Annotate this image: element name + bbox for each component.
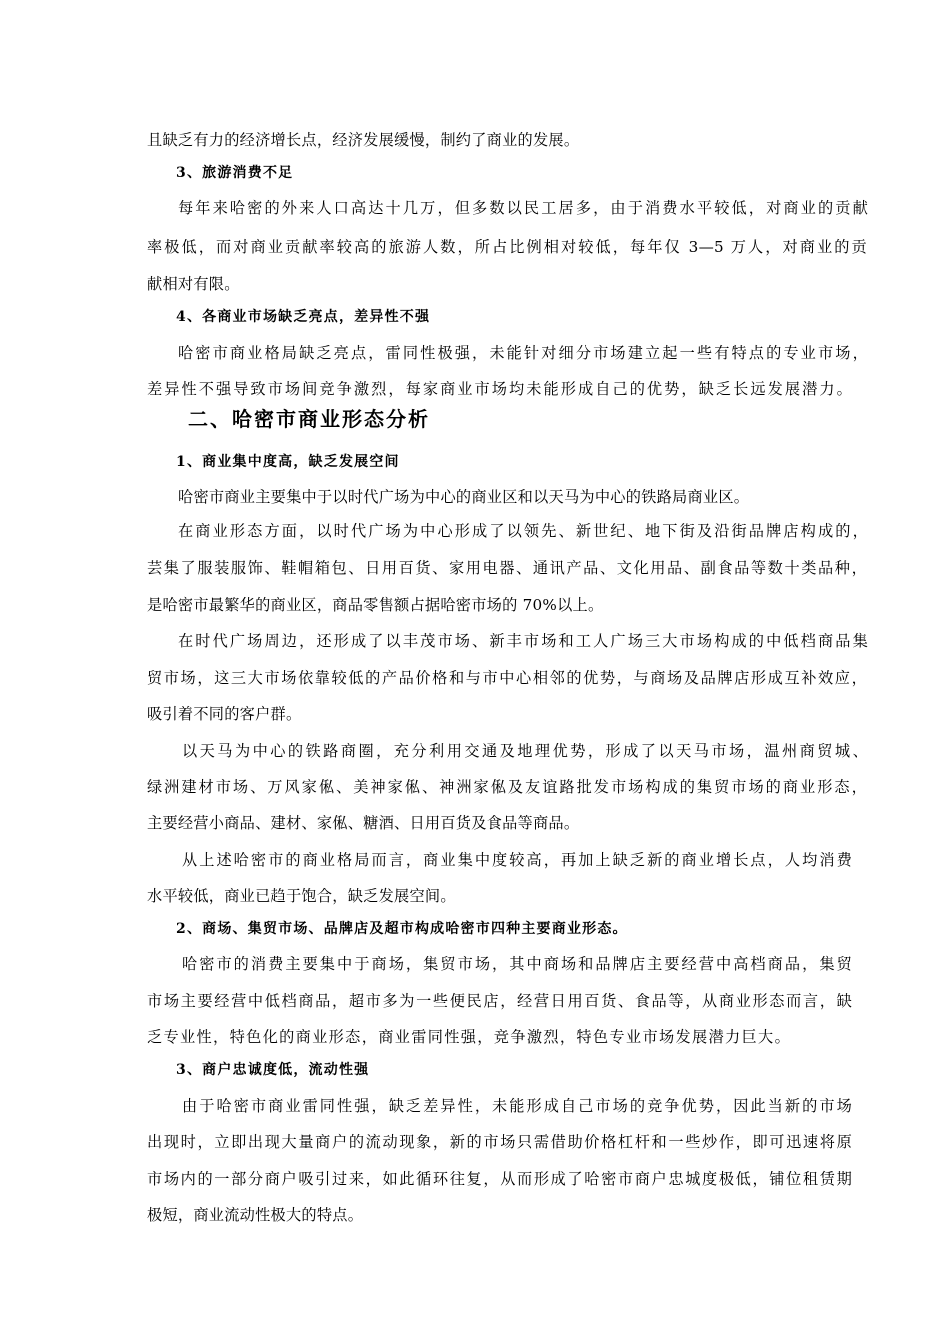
sub-heading: 4、各商业市场缺乏亮点，差异性不强 [176, 309, 431, 325]
paragraph-line: 哈密市商业格局缺乏亮点，雷同性极强，未能针对细分市场建立起一些有特点的专业市场， [178, 344, 868, 362]
paragraph-line: 芸集了服装服饰、鞋帽箱包、日用百货、家用电器、通讯产品、文化用品、副食品等数十类品种， [147, 559, 867, 577]
paragraph-line: 每年来哈密的外来人口高达十几万，但多数以民工居多，由于消费水平较低，对商业的贡献 [178, 199, 868, 217]
paragraph-line: 差异性不强导致市场间竞争激烈，每家商业市场均未能形成自己的优势，缺乏长远发展潜力。 [147, 380, 852, 398]
paragraph-line: 哈密市商业主要集中于以时代广场为中心的商业区和以天马为中心的铁路局商业区。 [178, 488, 750, 506]
sub-heading: 3、旅游消费不足 [176, 165, 294, 181]
paragraph-line: 贸市场，这三大市场依靠较低的产品价格和与市中心相邻的优势，与商场及品牌店形成互补效应， [147, 669, 867, 687]
paragraph-line: 且缺乏有力的经济增长点，经济发展缓慢，制约了商业的发展。 [147, 131, 580, 149]
paragraph-line: 主要经营小商品、建材、家俬、糖酒、日用百货及食品等商品。 [147, 814, 580, 832]
paragraph-line: 市场主要经营中低档商品，超市多为一些便民店，经营日用百货、食品等，从商业形态而言，缺 [147, 992, 852, 1010]
paragraph-line: 率极低，而对商业贡献率较高的旅游人数，所占比例相对较低，每年仅 3—5 万人，对商业的贡 [147, 238, 867, 256]
paragraph-line: 绿洲建材市场、万风家俬、美神家俬、神洲家俬及友谊路批发市场构成的集贸市场的商业形态， [147, 778, 867, 796]
paragraph-line: 在时代广场周边，还形成了以丰茂市场、新丰市场和工人广场三大市场构成的中低档商品集 [178, 632, 868, 650]
paragraph-line: 吸引着不同的客户群。 [147, 705, 302, 723]
section-heading: 二、哈密市商业形态分析 [188, 407, 430, 431]
paragraph-line: 献相对有限。 [147, 275, 240, 293]
paragraph-line: 哈密市的消费主要集中于商场，集贸市场，其中商场和品牌店主要经营中高档商品，集贸 [182, 955, 852, 973]
paragraph-line: 由于哈密市商业雷同性强，缺乏差异性，未能形成自己市场的竞争优势，因此当新的市场 [182, 1097, 852, 1115]
paragraph-line: 水平较低，商业已趋于饱合，缺乏发展空间。 [147, 887, 456, 905]
paragraph-line: 是哈密市最繁华的商业区，商品零售额占据哈密市场的 70%以上。 [147, 596, 604, 614]
paragraph-line: 市场内的一部分商户吸引过来，如此循环往复，从而形成了哈密市商户忠城度极低，铺位租赁期 [147, 1170, 852, 1188]
paragraph-line: 乏专业性，特色化的商业形态，商业雷同性强，竞争激烈，特色专业市场发展潜力巨大。 [147, 1028, 790, 1046]
sub-heading: 1、商业集中度高，缺乏发展空间 [176, 454, 400, 470]
paragraph-line: 出现时，立即出现大量商户的流动现象，新的市场只需借助价格杠杆和一些炒作，即可迅速将原 [147, 1133, 852, 1151]
paragraph-line: 以天马为中心的铁路商圈，充分利用交通及地理优势，形成了以天马市场，温州商贸城、 [182, 742, 868, 760]
sub-heading: 3、商户忠诚度低，流动性强 [176, 1062, 370, 1078]
paragraph-line: 极短，商业流动性极大的特点。 [147, 1206, 364, 1224]
paragraph-line: 从上述哈密市的商业格局而言，商业集中度较高，再加上缺乏新的商业增长点，人均消费 [182, 851, 852, 869]
sub-heading: 2、商场、集贸市场、品牌店及超市构成哈密市四种主要商业形态。 [176, 921, 628, 937]
paragraph-line: 在商业形态方面，以时代广场为中心形成了以领先、新世纪、地下街及沿街品牌店构成的， [178, 522, 868, 540]
